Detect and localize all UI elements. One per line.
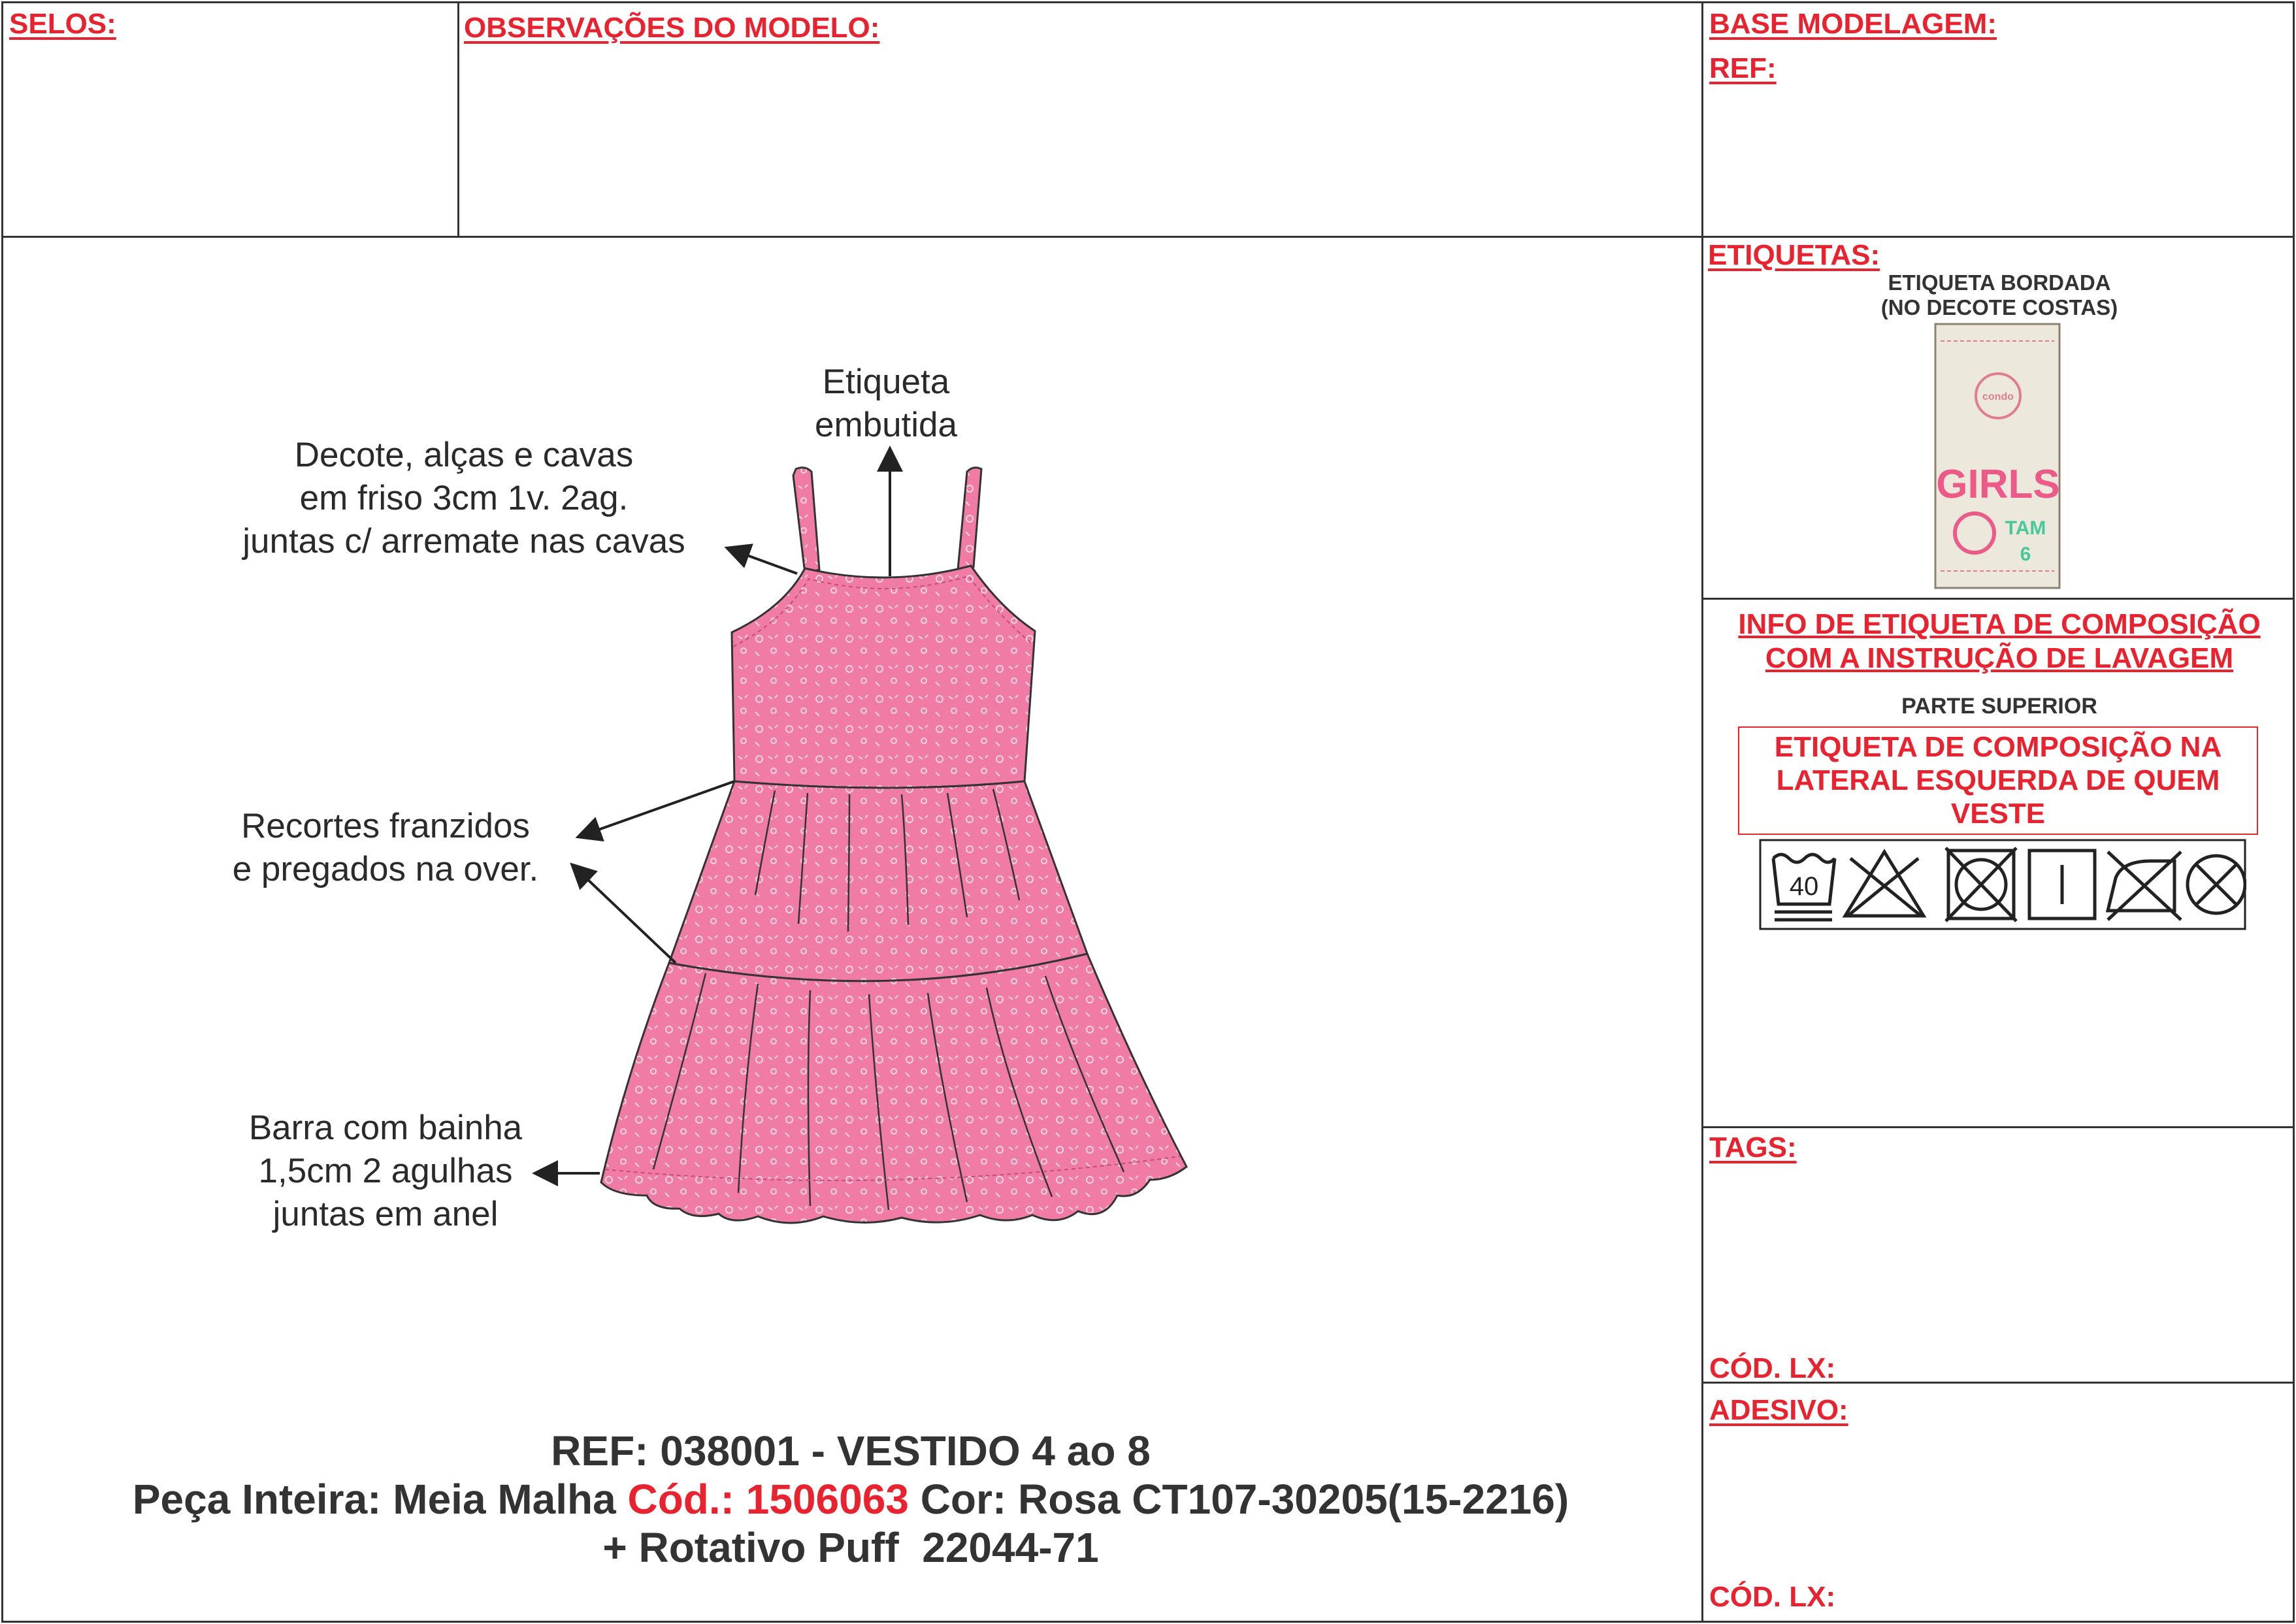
label-brand-text: condo: [1982, 391, 2014, 402]
product-color-label: Cor: Rosa CT107-30205(15-2216): [908, 1476, 1569, 1523]
barra-line2: 1,5cm 2 agulhas: [258, 1152, 513, 1190]
composicao-title-line2: COM A INSTRUÇÃO DE LAVAGEM: [1765, 642, 2234, 674]
observacoes-header: OBSERVAÇÕES DO MODELO:: [464, 12, 880, 44]
product-material-label: Peça Inteira: Meia Malha: [132, 1476, 628, 1523]
label-tam-text: TAM: [2005, 517, 2046, 539]
product-material-line: [0, 1475, 1701, 1523]
etiqueta-embutida-line1: Etiqueta: [822, 363, 950, 401]
right-strap: [958, 468, 981, 570]
product-ref-line: REF: 038001 - VESTIDO 4 ao 8: [551, 1427, 1151, 1474]
tags-header: TAGS:: [1709, 1131, 1797, 1163]
composicao-note-line2: LATERAL ESQUERDA DE QUEM: [1776, 764, 2220, 796]
divider-right-column: [1701, 1, 1703, 1623]
recortes-arrow-lower: [574, 866, 676, 963]
etiqueta-embutida-line2: embutida: [814, 406, 958, 444]
wash-temp-text: 40: [1789, 872, 1819, 901]
no-tumble-dry-icon: [1946, 848, 2016, 921]
product-extra-line: + Rotativo Puff 22044-71: [602, 1524, 1099, 1571]
cod-lx-tags-header: CÓD. LX:: [1709, 1352, 1836, 1384]
care-symbols-strip: [1759, 839, 2246, 930]
etiqueta-bordada-caption: [1810, 270, 2189, 320]
product-info: [0, 1427, 1701, 1572]
parte-superior-label: PARTE SUPERIOR: [1901, 694, 2097, 719]
etiqueta-bordada-line1: ETIQUETA BORDADA: [1888, 270, 2111, 295]
decote-line2: em friso 3cm 1v. 2ag.: [299, 479, 629, 517]
dress-bodice: [732, 566, 1035, 788]
decote-line1: Decote, alças e cavas: [294, 436, 634, 474]
ref-header: REF:: [1709, 52, 1777, 84]
dress-middle-tier: [669, 781, 1087, 981]
embroidered-label-image: [1934, 323, 2061, 589]
composicao-title: [1712, 608, 2287, 675]
recortes-line1: Recortes franzidos: [241, 807, 530, 845]
dress-bottom-tier: [601, 954, 1187, 1223]
composicao-note-line1: ETIQUETA DE COMPOSIÇÃO NA: [1774, 731, 2222, 763]
composicao-title-line1: INFO DE ETIQUETA DE COMPOSIÇÃO: [1738, 608, 2261, 640]
selos-header: SELOS:: [9, 8, 116, 40]
label-girls-text: GIRLS: [1936, 462, 2060, 507]
divider-tags: [1701, 1126, 2295, 1128]
barra-line1: Barra com bainha: [248, 1109, 523, 1147]
recortes-arrow-upper: [580, 781, 734, 836]
etiquetas-header: ETIQUETAS:: [1708, 239, 1880, 271]
cod-lx-adesivo-header: CÓD. LX:: [1709, 1581, 1836, 1613]
composicao-note-text: [1738, 730, 2258, 830]
decote-line3: juntas c/ arremate nas cavas: [242, 522, 685, 560]
divider-composicao: [1701, 598, 2295, 600]
adesivo-header: ADESIVO:: [1709, 1394, 1848, 1426]
base-modelagem-header: BASE MODELAGEM:: [1709, 8, 1997, 40]
decote-arrow: [729, 549, 797, 574]
recortes-line2: e pregados na over.: [232, 850, 539, 888]
composicao-note-line3: VESTE: [1950, 798, 2046, 830]
product-fabric-code: Cód.: 1506063: [627, 1476, 909, 1523]
left-strap: [793, 468, 819, 574]
barra-line3: juntas em anel: [272, 1195, 499, 1233]
label-size-text: 6: [2020, 544, 2031, 565]
etiqueta-bordada-line2: (NO DECOTE COSTAS): [1880, 295, 2118, 319]
